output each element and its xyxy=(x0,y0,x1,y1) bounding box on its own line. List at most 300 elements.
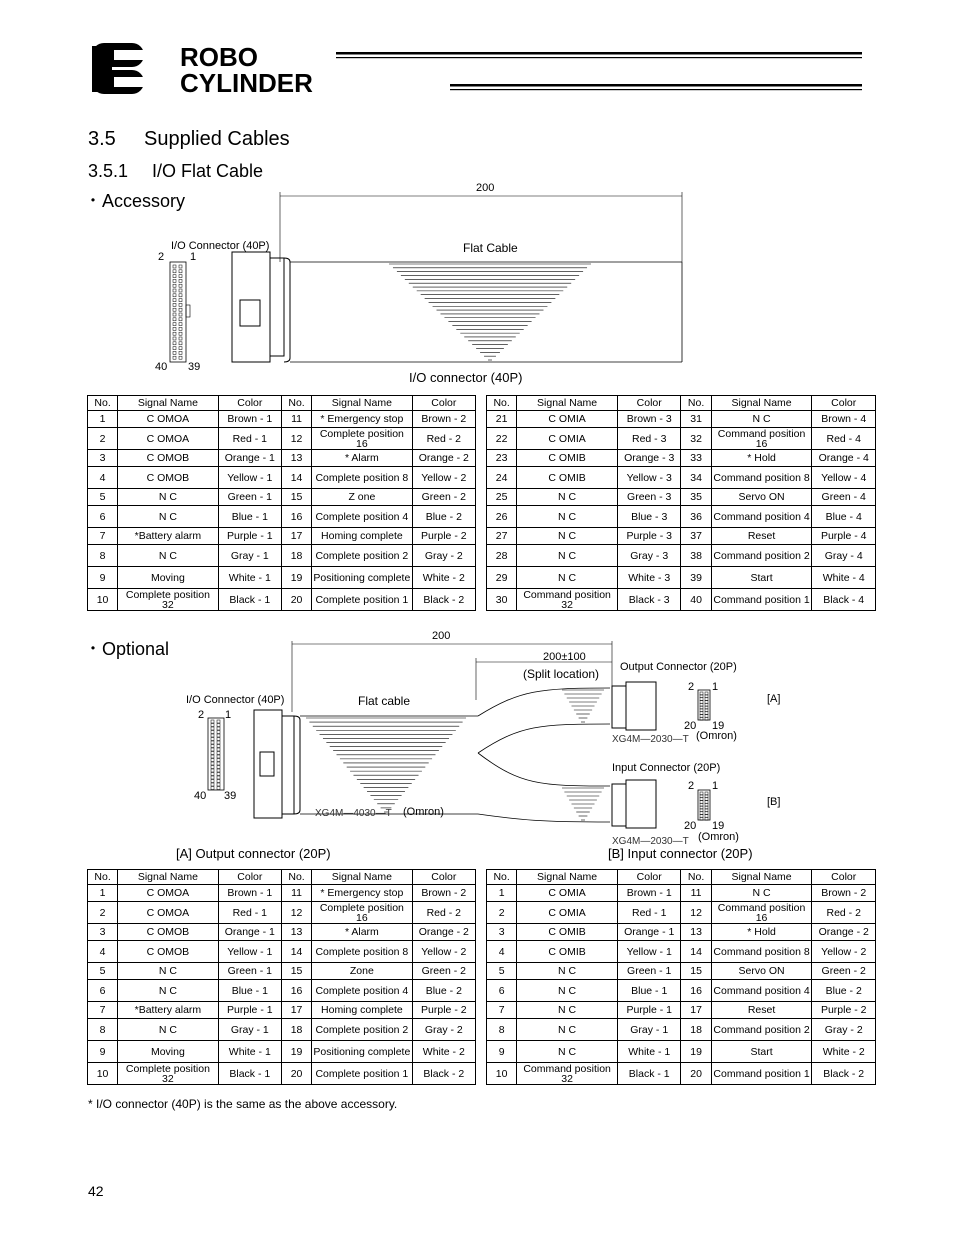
table-cell: Complete position 1 xyxy=(312,1063,413,1085)
table-cell: Complete position 1 xyxy=(312,589,413,611)
optional-dim-total: 200 xyxy=(432,630,451,642)
table-cell: C OMIA xyxy=(517,885,618,902)
optional-out-connector-label: Output Connector (20P) xyxy=(620,661,737,673)
table-cell: * Alarm xyxy=(312,450,413,467)
connector-pin xyxy=(217,745,220,748)
optional-cable-label: Flat cable xyxy=(358,694,411,708)
table-cell: Purple - 4 xyxy=(812,528,876,545)
footnote: * I/O connector (40P) is the same as the above accessory. xyxy=(88,1097,398,1111)
table-row xyxy=(88,963,476,980)
accessory-pin-tl: 2 xyxy=(158,251,165,263)
column-header: No. xyxy=(88,870,118,885)
table-cell: 38 xyxy=(681,545,711,567)
table-cell: 7 xyxy=(88,528,118,545)
table-cell: N C xyxy=(517,545,618,567)
table-cell: 9 xyxy=(88,567,118,589)
connector-pin xyxy=(217,787,220,790)
optional-dim-split: 200±100 xyxy=(543,651,586,663)
connector-pin xyxy=(217,769,220,772)
table-cell: Orange - 1 xyxy=(218,450,281,467)
connector-pin xyxy=(217,776,220,779)
table-cell: Blue - 2 xyxy=(812,980,876,1002)
table-cell: 30 xyxy=(487,589,517,611)
table-cell: 14 xyxy=(281,467,311,489)
table-cell: Red - 2 xyxy=(412,902,475,924)
table-cell: N C xyxy=(517,980,618,1002)
table-cell: Start xyxy=(711,567,812,589)
connector-pin xyxy=(211,759,214,762)
table-cell: 2 xyxy=(487,902,517,924)
table-cell: White - 4 xyxy=(812,567,876,589)
table-row xyxy=(487,1002,876,1019)
table-cell: 17 xyxy=(281,1002,311,1019)
table-cell: 20 xyxy=(681,1063,711,1085)
table-cell: 6 xyxy=(487,980,517,1002)
table-row xyxy=(487,941,876,963)
connector-pin xyxy=(211,731,214,734)
optional-io-connector-label: I/O Connector (40P) xyxy=(186,694,285,706)
table-cell: Gray - 1 xyxy=(218,1019,281,1041)
table-cell: * Hold xyxy=(711,450,812,467)
optional-pin-br: 39 xyxy=(224,790,237,802)
table-cell: Start xyxy=(711,1041,812,1063)
connector-pin xyxy=(217,741,220,744)
table-cell: Servo ON xyxy=(711,489,812,506)
table-cell: C OMOB xyxy=(118,467,219,489)
optional-out-part: XG4M—2030—T xyxy=(612,734,689,745)
table-cell: 32 xyxy=(681,428,711,450)
table-cell: Brown - 2 xyxy=(412,885,475,902)
table-cell: Orange - 2 xyxy=(812,924,876,941)
table-cell: 9 xyxy=(88,1041,118,1063)
table-cell: Homing complete xyxy=(312,1002,413,1019)
table-cell: 3 xyxy=(487,924,517,941)
table-cell: Green - 3 xyxy=(617,489,680,506)
table-cell: 3 xyxy=(88,450,118,467)
table-cell: Z one xyxy=(312,489,413,506)
optional-caption-a: [A] Output connector (20P) xyxy=(176,846,331,861)
table-cell: 11 xyxy=(281,885,311,902)
accessory-connector-label: I/O Connector (40P) xyxy=(171,240,270,252)
table-cell: Brown - 1 xyxy=(218,885,281,902)
table-cell: Black - 2 xyxy=(812,1063,876,1085)
table-cell: Orange - 4 xyxy=(812,450,876,467)
connector-pin xyxy=(211,741,214,744)
column-header: Color xyxy=(412,396,475,411)
table-cell: *Battery alarm xyxy=(118,528,219,545)
table-cell: Command position 2 xyxy=(711,545,812,567)
table-cell: 25 xyxy=(487,489,517,506)
table-cell: Command position 8 xyxy=(711,941,812,963)
table-cell: Complete position 4 xyxy=(312,980,413,1002)
table-cell: 22 xyxy=(487,428,517,450)
table-cell: 17 xyxy=(281,528,311,545)
table-cell: Yellow - 2 xyxy=(412,467,475,489)
table-cell: Black - 1 xyxy=(617,1063,680,1085)
connector-pin xyxy=(211,783,214,786)
logo-cylinder-text: CYLINDER xyxy=(180,68,313,98)
table-row xyxy=(88,1002,476,1019)
table-cell: 13 xyxy=(281,924,311,941)
table-cell: 16 xyxy=(281,506,311,528)
table-cell: Orange - 1 xyxy=(617,924,680,941)
connector-pin xyxy=(211,769,214,772)
table-cell: 4 xyxy=(88,941,118,963)
optional-in-connector-label: Input Connector (20P) xyxy=(612,762,721,774)
table-cell: Gray - 2 xyxy=(812,1019,876,1041)
optional-main-omron: (Omron) xyxy=(403,806,444,818)
table-cell: 26 xyxy=(487,506,517,528)
table-cell: 5 xyxy=(88,963,118,980)
table-row xyxy=(88,941,476,963)
optional-in-pin-tl: 2 xyxy=(688,780,695,792)
table-cell: Purple - 1 xyxy=(617,1002,680,1019)
table-cell: 15 xyxy=(281,963,311,980)
connector-pin xyxy=(217,755,220,758)
table-cell: Purple - 1 xyxy=(218,528,281,545)
table-cell: 20 xyxy=(281,1063,311,1085)
table-cell: 21 xyxy=(487,411,517,428)
table-cell: Orange - 2 xyxy=(412,450,475,467)
table-row xyxy=(88,1019,476,1041)
optional-tag-a: [A] xyxy=(767,693,781,705)
table-cell: White - 1 xyxy=(617,1041,680,1063)
table-cell: C OMIA xyxy=(517,428,618,450)
connector-pin xyxy=(211,748,214,751)
table-row xyxy=(487,902,876,924)
table-cell: Gray - 3 xyxy=(617,545,680,567)
table-cell: * Emergency stop xyxy=(312,885,413,902)
table-cell: Gray - 1 xyxy=(218,545,281,567)
table-cell: Command position 32 xyxy=(517,1063,618,1085)
table-cell: Gray - 4 xyxy=(812,545,876,567)
table-cell: 19 xyxy=(281,567,311,589)
table-cell: White - 1 xyxy=(218,1041,281,1063)
connector-pin xyxy=(211,776,214,779)
table-cell: Black - 1 xyxy=(218,1063,281,1085)
subsection-number: 3.5.1 xyxy=(88,161,129,181)
table-cell: Brown - 4 xyxy=(812,411,876,428)
table-cell: 16 xyxy=(681,980,711,1002)
table-cell: Green - 1 xyxy=(218,489,281,506)
connector-pin xyxy=(211,727,214,730)
table-cell: Yellow - 2 xyxy=(412,941,475,963)
table-row xyxy=(487,1041,876,1063)
optional-pin-tl: 2 xyxy=(198,709,205,721)
accessory-heading: ・Accessory xyxy=(84,191,186,211)
table-cell: 8 xyxy=(487,1019,517,1041)
table-cell: 7 xyxy=(487,1002,517,1019)
table-cell: Brown - 1 xyxy=(218,411,281,428)
table-cell: Blue - 1 xyxy=(218,980,281,1002)
table-cell: C OMOA xyxy=(118,885,219,902)
column-header: Signal Name xyxy=(312,870,413,885)
table-cell: C OMIB xyxy=(517,450,618,467)
table-cell: 36 xyxy=(681,506,711,528)
connector-pin xyxy=(217,759,220,762)
table-cell: Brown - 2 xyxy=(812,885,876,902)
table-row xyxy=(487,1063,876,1085)
table-cell: *Battery alarm xyxy=(118,1002,219,1019)
table-row xyxy=(88,980,476,1002)
table-cell: 14 xyxy=(281,941,311,963)
table-cell: White - 3 xyxy=(617,567,680,589)
table-row xyxy=(487,980,876,1002)
table-cell: Green - 1 xyxy=(218,963,281,980)
table-cell: Complete position 2 xyxy=(312,1019,413,1041)
table-cell: Blue - 1 xyxy=(218,506,281,528)
column-header: Signal Name xyxy=(118,396,219,411)
connector-pin xyxy=(217,731,220,734)
connector-pin xyxy=(217,738,220,741)
column-header: Color xyxy=(218,396,281,411)
table-cell: 23 xyxy=(487,450,517,467)
connector-pin xyxy=(211,745,214,748)
table-cell: 4 xyxy=(487,941,517,963)
table-cell: 11 xyxy=(281,411,311,428)
table-cell: Orange - 3 xyxy=(617,450,680,467)
table-cell: 15 xyxy=(681,963,711,980)
connector-pin xyxy=(217,748,220,751)
table-cell: Command position 4 xyxy=(711,506,812,528)
table-cell: Brown - 3 xyxy=(617,411,680,428)
table-cell: Reset xyxy=(711,528,812,545)
table-cell: C OMOB xyxy=(118,941,219,963)
table-cell: N C xyxy=(118,489,219,506)
table-cell: 1 xyxy=(88,885,118,902)
table-cell: Command position 4 xyxy=(711,980,812,1002)
table-cell: Moving xyxy=(118,1041,219,1063)
table-cell: Command position 16 xyxy=(711,428,812,450)
table-cell: Purple - 2 xyxy=(812,1002,876,1019)
table-cell: Red - 1 xyxy=(218,428,281,450)
optional-out-pin-bl: 20 xyxy=(684,720,697,732)
table-cell: 10 xyxy=(487,1063,517,1085)
table-row xyxy=(88,1063,476,1085)
table-cell: N C xyxy=(517,489,618,506)
table-cell: Blue - 4 xyxy=(812,506,876,528)
table-cell: Red - 3 xyxy=(617,428,680,450)
table-cell: Gray - 2 xyxy=(412,1019,475,1041)
table-row xyxy=(487,1019,876,1041)
table-cell: 5 xyxy=(88,489,118,506)
optional-in-pin-tr: 1 xyxy=(712,780,719,792)
column-header: Signal Name xyxy=(517,870,618,885)
table-cell: White - 2 xyxy=(412,567,475,589)
table-cell: Command position 32 xyxy=(517,589,618,611)
accessory-pin-tr: 1 xyxy=(190,251,197,263)
table-cell: C OMOB xyxy=(118,450,219,467)
table-cell: 6 xyxy=(88,980,118,1002)
table-cell: 6 xyxy=(88,506,118,528)
table-cell: Complete position 8 xyxy=(312,467,413,489)
table-cell: Complete position 16 xyxy=(312,902,413,924)
table-cell: Homing complete xyxy=(312,528,413,545)
table-cell: Gray - 1 xyxy=(617,1019,680,1041)
optional-pin-tr: 1 xyxy=(225,709,232,721)
accessory-cable-label: Flat Cable xyxy=(463,241,518,255)
table-cell: Complete position 16 xyxy=(312,428,413,450)
table-cell: 2 xyxy=(88,428,118,450)
optional-out-omron: (Omron) xyxy=(696,730,737,742)
table-row xyxy=(487,885,876,902)
table-cell: Black - 3 xyxy=(617,589,680,611)
table-cell: * Alarm xyxy=(312,924,413,941)
column-header: No. xyxy=(281,870,311,885)
connector-pin xyxy=(217,720,220,723)
connector-pin xyxy=(211,787,214,790)
table-cell: Command position 2 xyxy=(711,1019,812,1041)
table-cell: N C xyxy=(517,963,618,980)
table-cell: Blue - 3 xyxy=(617,506,680,528)
table-cell: 19 xyxy=(281,1041,311,1063)
table-cell: Black - 4 xyxy=(812,589,876,611)
table-cell: C OMIA xyxy=(517,411,618,428)
optional-out-pin-br: 19 xyxy=(712,720,725,732)
table-cell: 17 xyxy=(681,1002,711,1019)
table-cell: Command position 1 xyxy=(711,589,812,611)
table-cell: Red - 1 xyxy=(617,902,680,924)
table-cell: Command position 8 xyxy=(711,467,812,489)
table-cell: Purple - 2 xyxy=(412,528,475,545)
table-cell: 27 xyxy=(487,528,517,545)
table-cell: 19 xyxy=(681,1041,711,1063)
table-cell: C OMIA xyxy=(517,902,618,924)
column-header: No. xyxy=(88,396,118,411)
table-cell: N C xyxy=(517,1019,618,1041)
connector-pin xyxy=(211,724,214,727)
table-cell: Blue - 2 xyxy=(412,506,475,528)
table-cell: Purple - 2 xyxy=(412,1002,475,1019)
table-cell: Green - 1 xyxy=(617,963,680,980)
connector-pin xyxy=(217,752,220,755)
logo-robo-text: ROBO xyxy=(180,42,258,72)
table-row xyxy=(487,924,876,941)
table-cell: N C xyxy=(517,528,618,545)
table-cell: Servo ON xyxy=(711,963,812,980)
table-cell: N C xyxy=(711,411,812,428)
accessory-pin-br: 39 xyxy=(188,361,201,373)
table-cell: 18 xyxy=(281,1019,311,1041)
table-cell: Yellow - 1 xyxy=(617,941,680,963)
table-cell: 33 xyxy=(681,450,711,467)
table-row xyxy=(88,1041,476,1063)
table-cell: White - 2 xyxy=(812,1041,876,1063)
table-cell: Black - 2 xyxy=(412,1063,475,1085)
connector-pin xyxy=(211,766,214,769)
column-header: No. xyxy=(487,870,517,885)
table-cell: 40 xyxy=(681,589,711,611)
column-header: Signal Name xyxy=(312,396,413,411)
table-cell: Complete position 4 xyxy=(312,506,413,528)
connector-pin xyxy=(217,734,220,737)
table-cell: Black - 2 xyxy=(412,589,475,611)
table-cell: Orange - 2 xyxy=(412,924,475,941)
table-cell: C OMIB xyxy=(517,924,618,941)
subsection-title: I/O Flat Cable xyxy=(152,161,264,181)
table-cell: Moving xyxy=(118,567,219,589)
column-header: No. xyxy=(681,396,711,411)
table-cell: N C xyxy=(711,885,812,902)
connector-pin xyxy=(211,738,214,741)
optional-in-part: XG4M—2030—T xyxy=(612,836,689,847)
optional-heading: ・Optional xyxy=(84,639,170,659)
table-cell: 12 xyxy=(281,428,311,450)
table-cell: 8 xyxy=(88,1019,118,1041)
optional-in-omron: (Omron) xyxy=(698,831,739,843)
table-cell: 39 xyxy=(681,567,711,589)
table-cell: N C xyxy=(118,980,219,1002)
table-header-row xyxy=(487,870,876,885)
table-cell: Complete position 8 xyxy=(312,941,413,963)
table-row xyxy=(487,963,876,980)
connector-pin xyxy=(217,766,220,769)
table-cell: 37 xyxy=(681,528,711,545)
optional-in-pin-bl: 20 xyxy=(684,820,697,832)
table-cell: Purple - 3 xyxy=(617,528,680,545)
table-cell: Complete position 32 xyxy=(118,1063,219,1085)
connector-pin xyxy=(217,783,220,786)
table-cell: Blue - 2 xyxy=(412,980,475,1002)
table-cell: Red - 2 xyxy=(812,902,876,924)
column-header: Color xyxy=(218,870,281,885)
connector-pin xyxy=(211,762,214,765)
column-header: Signal Name xyxy=(711,396,812,411)
connector-pin xyxy=(217,724,220,727)
accessory-dim-total: 200 xyxy=(476,182,495,194)
column-header: Color xyxy=(812,870,876,885)
connector-pin xyxy=(217,780,220,783)
table-cell: C OMOB xyxy=(118,924,219,941)
table-cell: White - 1 xyxy=(218,567,281,589)
table-cell: Yellow - 1 xyxy=(218,941,281,963)
table-cell: N C xyxy=(517,506,618,528)
optional-input-table xyxy=(486,869,876,1085)
connector-pin xyxy=(211,720,214,723)
optional-pin-bl: 40 xyxy=(194,790,207,802)
table-cell: Gray - 2 xyxy=(412,545,475,567)
table-cell: Blue - 1 xyxy=(617,980,680,1002)
accessory-table-caption: I/O connector (40P) xyxy=(409,370,523,385)
page-number: 42 xyxy=(88,1183,104,1199)
connector-pin xyxy=(217,762,220,765)
table-cell: Red - 2 xyxy=(412,428,475,450)
table-cell: Positioning complete xyxy=(312,1041,413,1063)
column-header: Color xyxy=(617,870,680,885)
table-cell: C OMIB xyxy=(517,467,618,489)
table-cell: 16 xyxy=(281,980,311,1002)
optional-in-pin-br: 19 xyxy=(712,820,725,832)
column-header: Color xyxy=(412,870,475,885)
table-cell: Command position 1 xyxy=(711,1063,812,1085)
table-row xyxy=(88,902,476,924)
table-cell: Yellow - 1 xyxy=(218,467,281,489)
table-cell: 7 xyxy=(88,1002,118,1019)
table-row xyxy=(88,924,476,941)
table-cell: N C xyxy=(517,1002,618,1019)
table-cell: Green - 2 xyxy=(812,963,876,980)
table-cell: 28 xyxy=(487,545,517,567)
section-title: Supplied Cables xyxy=(144,128,290,150)
table-cell: 5 xyxy=(487,963,517,980)
table-cell: Zone xyxy=(312,963,413,980)
table-cell: N C xyxy=(118,1019,219,1041)
section-number: 3.5 xyxy=(88,128,116,150)
accessory-pin-bl: 40 xyxy=(155,361,168,373)
column-header: Signal Name xyxy=(517,396,618,411)
table-cell: Command position 16 xyxy=(711,902,812,924)
table-cell: N C xyxy=(118,545,219,567)
